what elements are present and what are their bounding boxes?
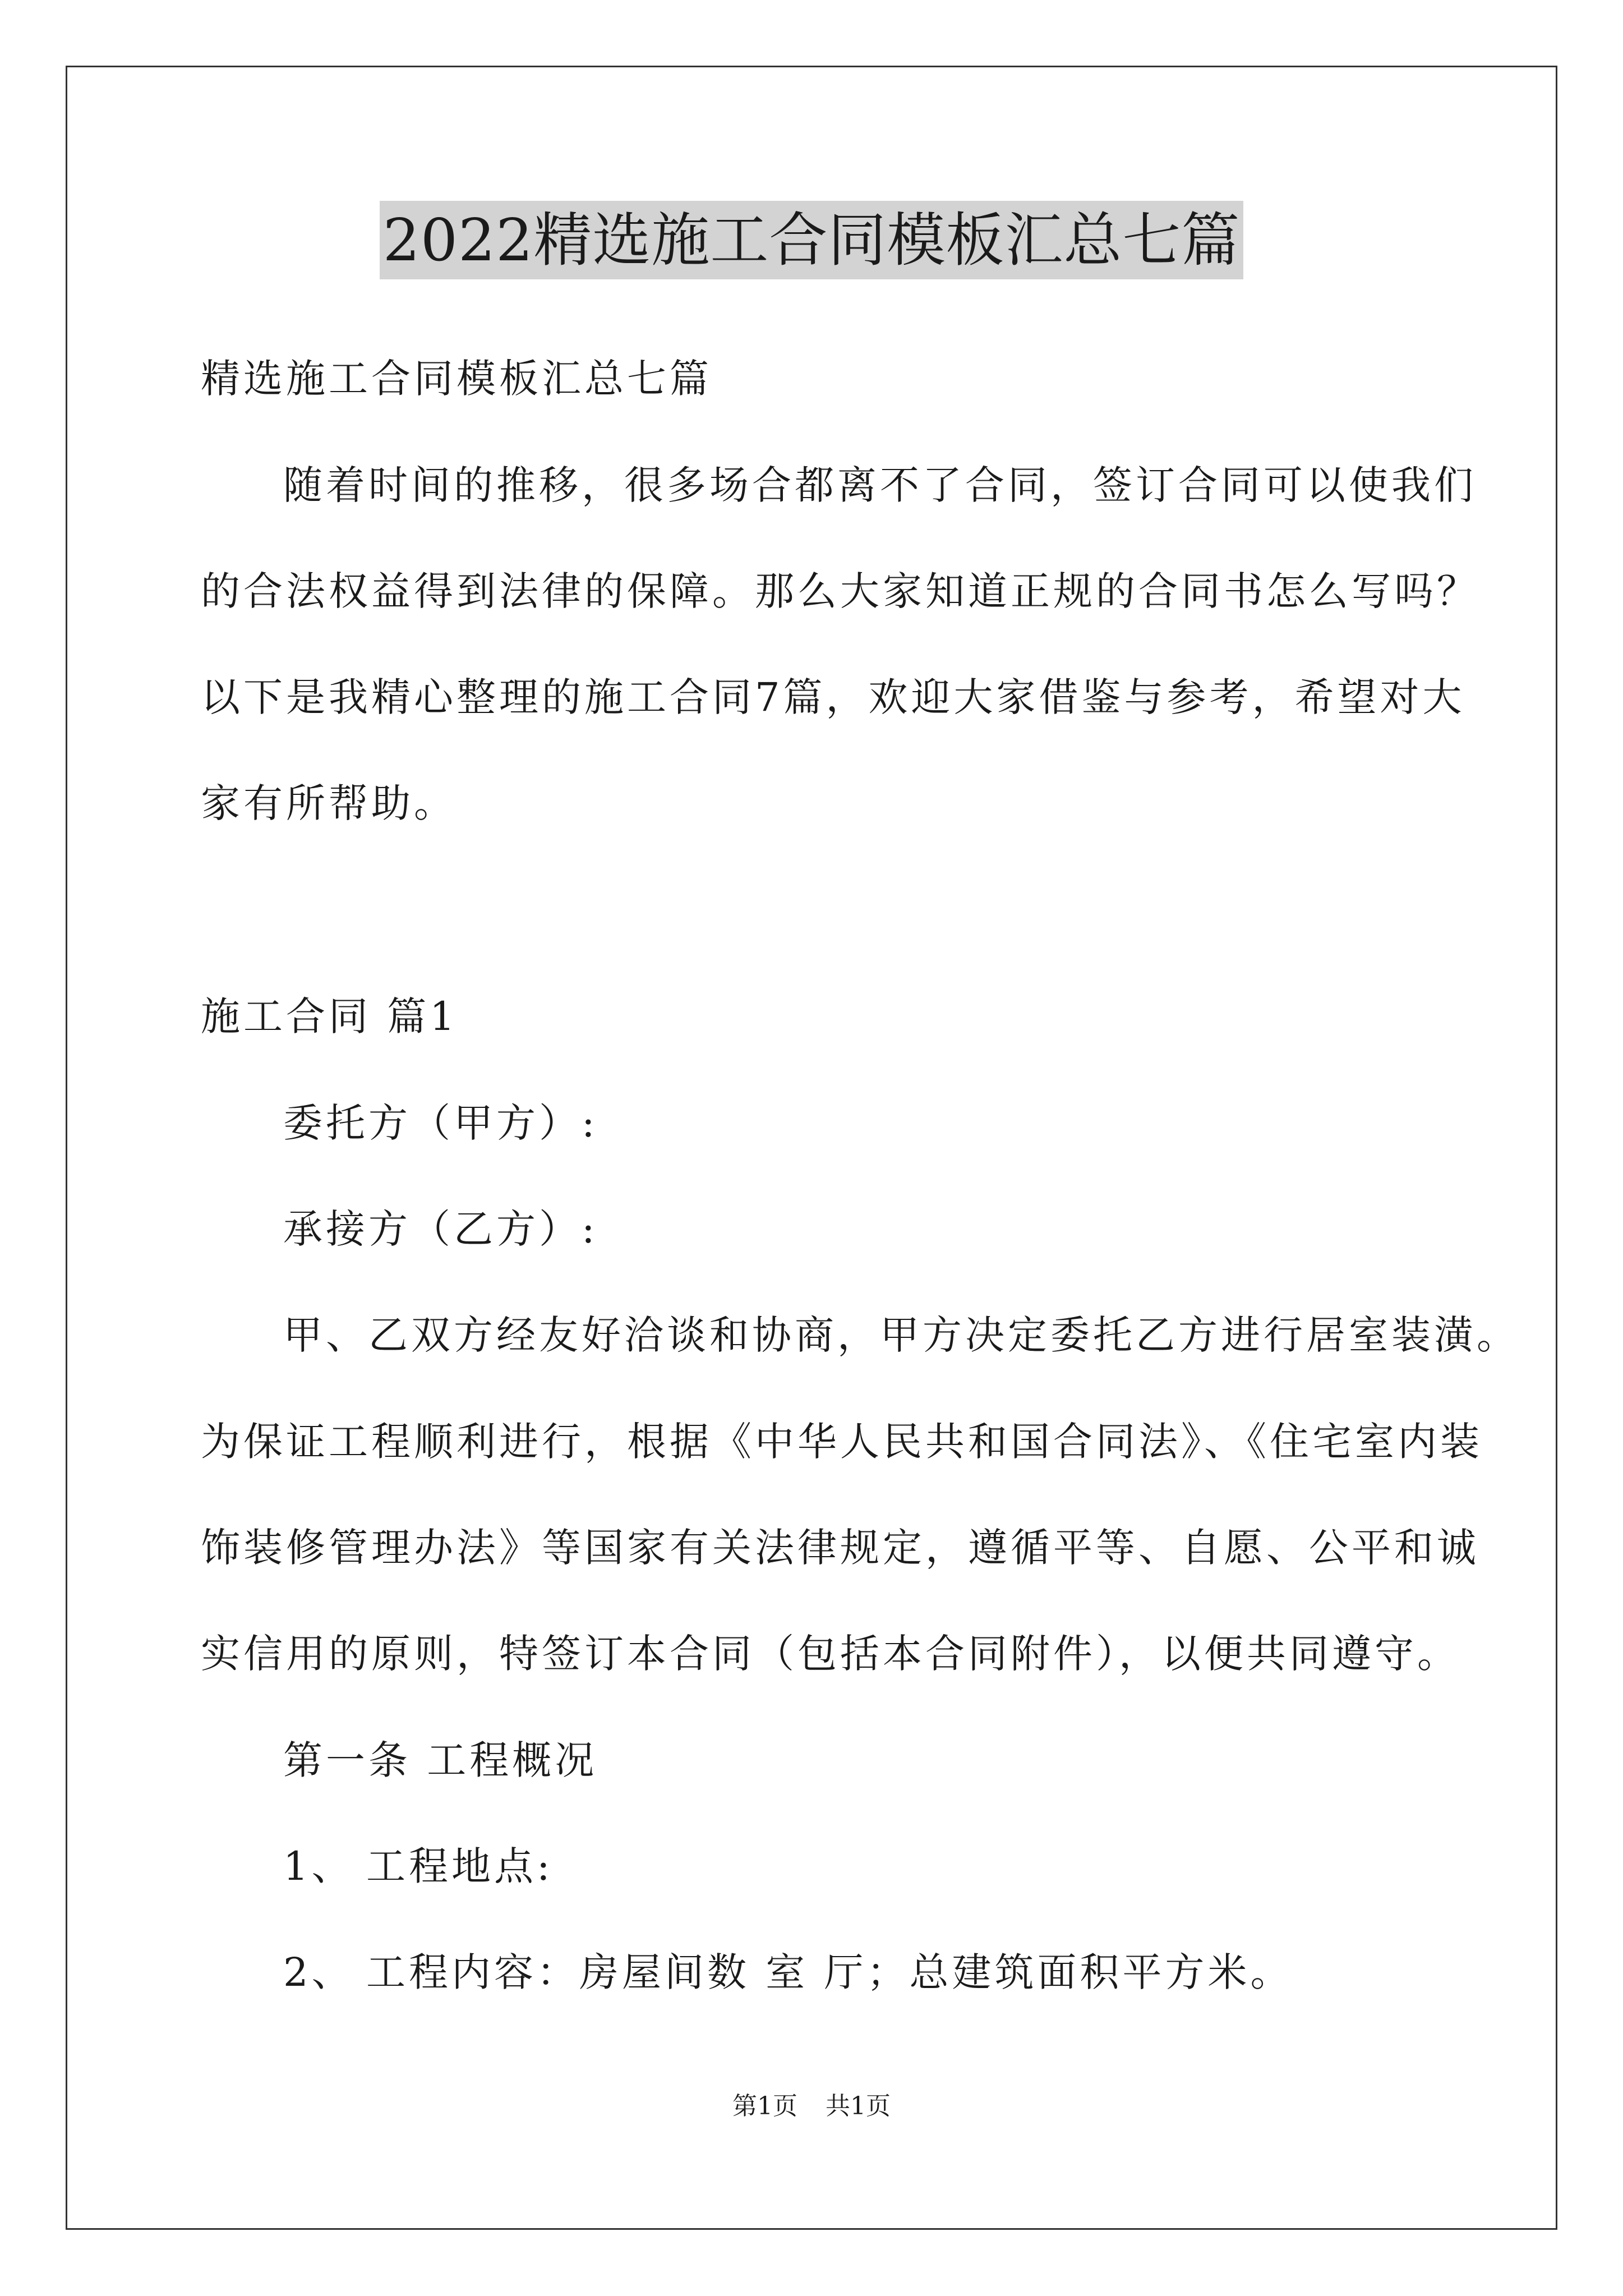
list-item-number: 1、 — [283, 1843, 354, 1889]
intro-line-1: 随着时间的推移，很多场合都离不了合同，签订合同可以使我们 — [283, 462, 1477, 508]
section-heading: 施工合同 篇1 — [201, 993, 458, 1039]
document-subtitle: 精选施工合同模板汇总七篇 — [201, 356, 712, 402]
list-item-text: 工程地点: — [366, 1843, 554, 1889]
intro-line-3: 以下是我精心整理的施工合同7篇，欢迎大家借鉴与参考，希望对大 — [201, 674, 1465, 720]
intro-line-4: 家有所帮助。 — [201, 780, 457, 826]
party-a-line: 委托方（甲方）: — [283, 1100, 598, 1146]
list-item — [283, 1947, 1293, 1998]
list-item — [283, 1841, 554, 1892]
article-one-heading: 第一条 工程概况 — [283, 1737, 598, 1783]
body-line-2: 为保证工程顺利进行，根据《中华人民共和国合同法》、《住宅室内装 — [201, 1419, 1483, 1465]
page-number: 第1页 — [732, 2092, 797, 2120]
body-line-4: 实信用的原则，特签订本合同（包括本合同附件），以便共同遵守。 — [201, 1631, 1460, 1677]
list-item-text: 工程内容：房屋间数 室 厅；总建筑面积平方米。 — [366, 1949, 1293, 1995]
body-line-1: 甲、乙双方经友好洽谈和协商，甲方决定委托乙方进行居室装潢。 — [283, 1312, 1519, 1358]
body-line-3: 饰装修管理办法》等国家有关法律规定，遵循平等、自愿、公平和诚 — [201, 1525, 1479, 1571]
title-container — [0, 201, 1623, 279]
party-b-line: 承接方（乙方）: — [283, 1206, 598, 1252]
document-title: 2022精选施工合同模板汇总七篇 — [380, 201, 1244, 279]
list-item-number: 2、 — [283, 1949, 354, 1995]
intro-line-2: 的合法权益得到法律的保障。那么大家知道正规的合同书怎么写吗？ — [201, 568, 1479, 614]
page-total: 共1页 — [826, 2092, 891, 2120]
page-footer — [0, 2090, 1623, 2123]
